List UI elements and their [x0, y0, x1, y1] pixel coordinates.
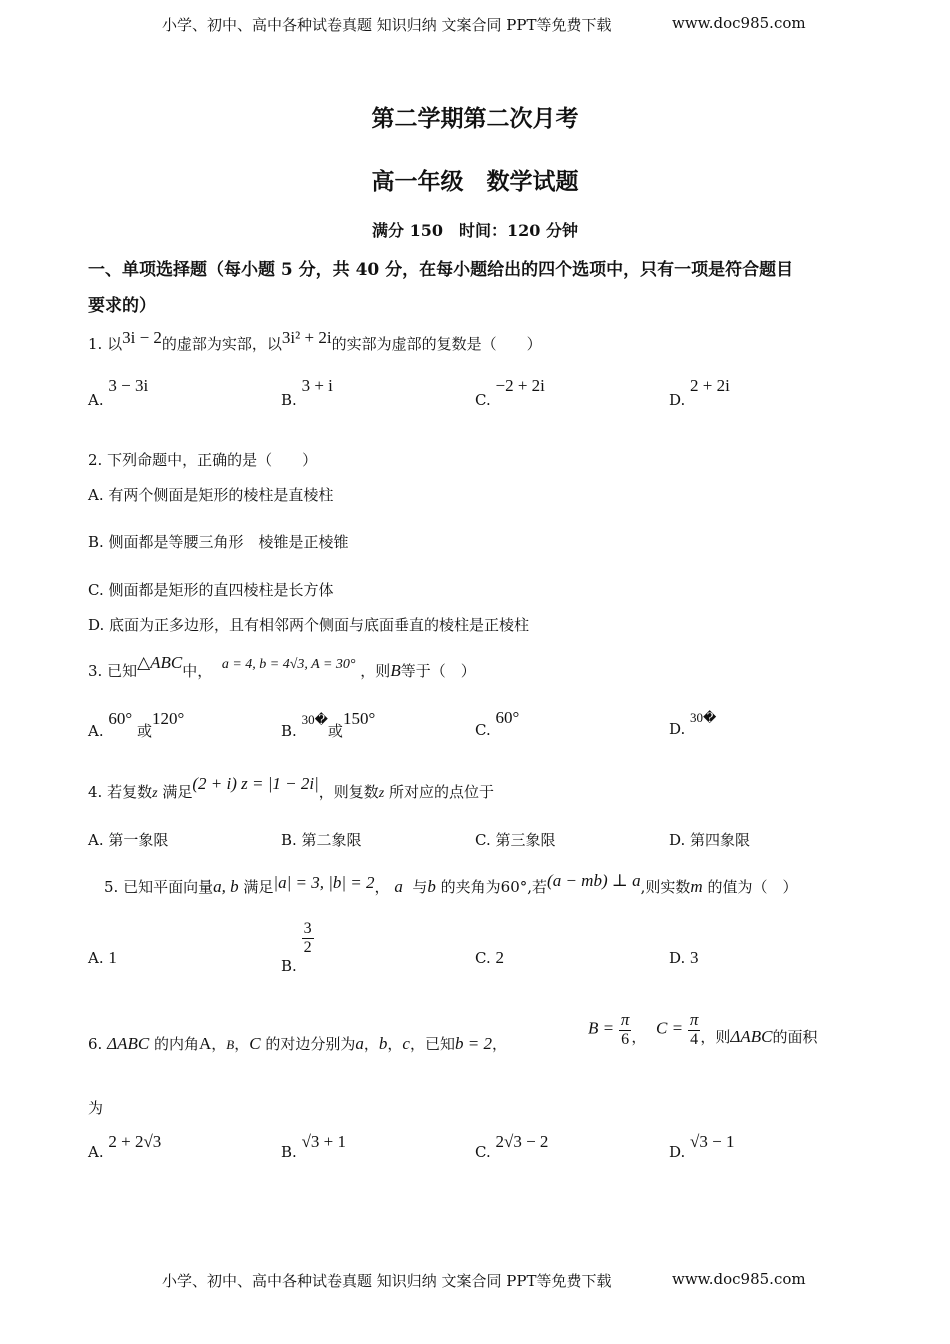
q6-angle-b: B = $\frac{\pi}{6}$ ，: [588, 1010, 647, 1048]
section-heading-line2: 要求的）: [88, 296, 156, 316]
q1-option-d: D. 2 + 2i: [669, 376, 730, 409]
question-5-stem: 5. 已知平面向量a, b 满足|a| = 3, |b| = 2， a 与b 的夹角为60°,若(a − mb) ⊥ a,则实数m 的值为（ ）: [104, 871, 798, 896]
q5-option-d: D. 3: [669, 948, 699, 967]
question-6-stem: 6. ΔABC 的内角A，B，C 的对边分别为a，b，c，已知b = 2，: [88, 1034, 507, 1053]
q2-option-b: B. 侧面都是等腰三角形 棱锥是正棱锥: [88, 533, 349, 551]
q1-option-b: B. 3 + i: [281, 376, 333, 409]
question-2-stem: 2. 下列命题中，正确的是（ ）: [88, 451, 318, 469]
q3-option-b: B. 30�或150°: [281, 709, 376, 740]
q4-option-b: B. 第二象限: [281, 831, 362, 849]
q6-option-a: A. 2 + 2√3: [88, 1132, 162, 1161]
q6-option-b: B. √3 + 1: [281, 1132, 346, 1161]
q2-option-a: A. 有两个侧面是矩形的棱柱是直棱柱: [88, 486, 334, 504]
q2-option-d: D. 底面为正多边形，且有相邻两个侧面与底面垂直的棱柱是正棱柱: [88, 616, 530, 634]
q3-option-c: C. 60°: [475, 708, 520, 739]
q4-option-a: A. 第一象限: [88, 831, 169, 849]
page-subtitle: 高一年级 数学试题: [371, 168, 579, 195]
fraction-three-halves: $\frac{3}{2}$: [303, 920, 312, 956]
q3-option-a: A. 60° 或120°: [88, 709, 185, 740]
q6-option-c: C. 2√3 − 2: [475, 1132, 549, 1161]
header-url: www.doc985.com: [672, 14, 806, 32]
header-text: 小学、初中、高中各种试卷真题 知识归纳 文案合同 PPT等免费下载: [162, 16, 612, 34]
q4-option-c: C. 第三象限: [475, 831, 556, 849]
page-title: 第二学期第二次月考: [371, 105, 579, 132]
footer-url: www.doc985.com: [672, 1270, 806, 1288]
q5-option-c: C. 2: [475, 948, 504, 967]
question-3-stem: 3. 已知△ABC中， a = 4, b = 4√3, A = 30° ，则B等于（ ）: [88, 653, 476, 680]
section-heading-line1: 一、单项选择题（每小题 5 分，共 40 分，在每小题给出的四个选项中，只有一项是符合题目: [88, 260, 794, 280]
question-6-stem-cont: 为: [88, 1099, 104, 1117]
q6-option-d: D. √3 − 1: [669, 1132, 735, 1161]
q3-option-d: D. 30�: [669, 710, 717, 738]
exam-info: 满分 150 时间：120 分钟: [372, 221, 578, 240]
q1-option-c: C. −2 + 2i: [475, 376, 545, 409]
q6-angle-c: C = $\frac{\pi}{4}$ ，则ΔABC的面积: [656, 1010, 818, 1048]
question-4-stem: 4. 若复数z 满足(2 + i) z = |1 − 2i|，则复数z 所对应的点位于: [88, 774, 495, 801]
q5-option-a: A. 1: [88, 948, 117, 967]
footer-text: 小学、初中、高中各种试卷真题 知识归纳 文案合同 PPT等免费下载: [162, 1272, 612, 1290]
q2-option-c: C. 侧面都是矩形的直四棱柱是长方体: [88, 581, 334, 599]
question-1-stem: 1. 以3i − 2的虚部为实部，以3i² + 2i的实部为虚部的复数是（ ）: [88, 328, 542, 353]
q1-option-a: A. 3 − 3i: [88, 376, 149, 409]
q5-option-b: B. $\frac{3}{2}$: [281, 920, 312, 975]
q4-option-d: D. 第四象限: [669, 831, 751, 849]
